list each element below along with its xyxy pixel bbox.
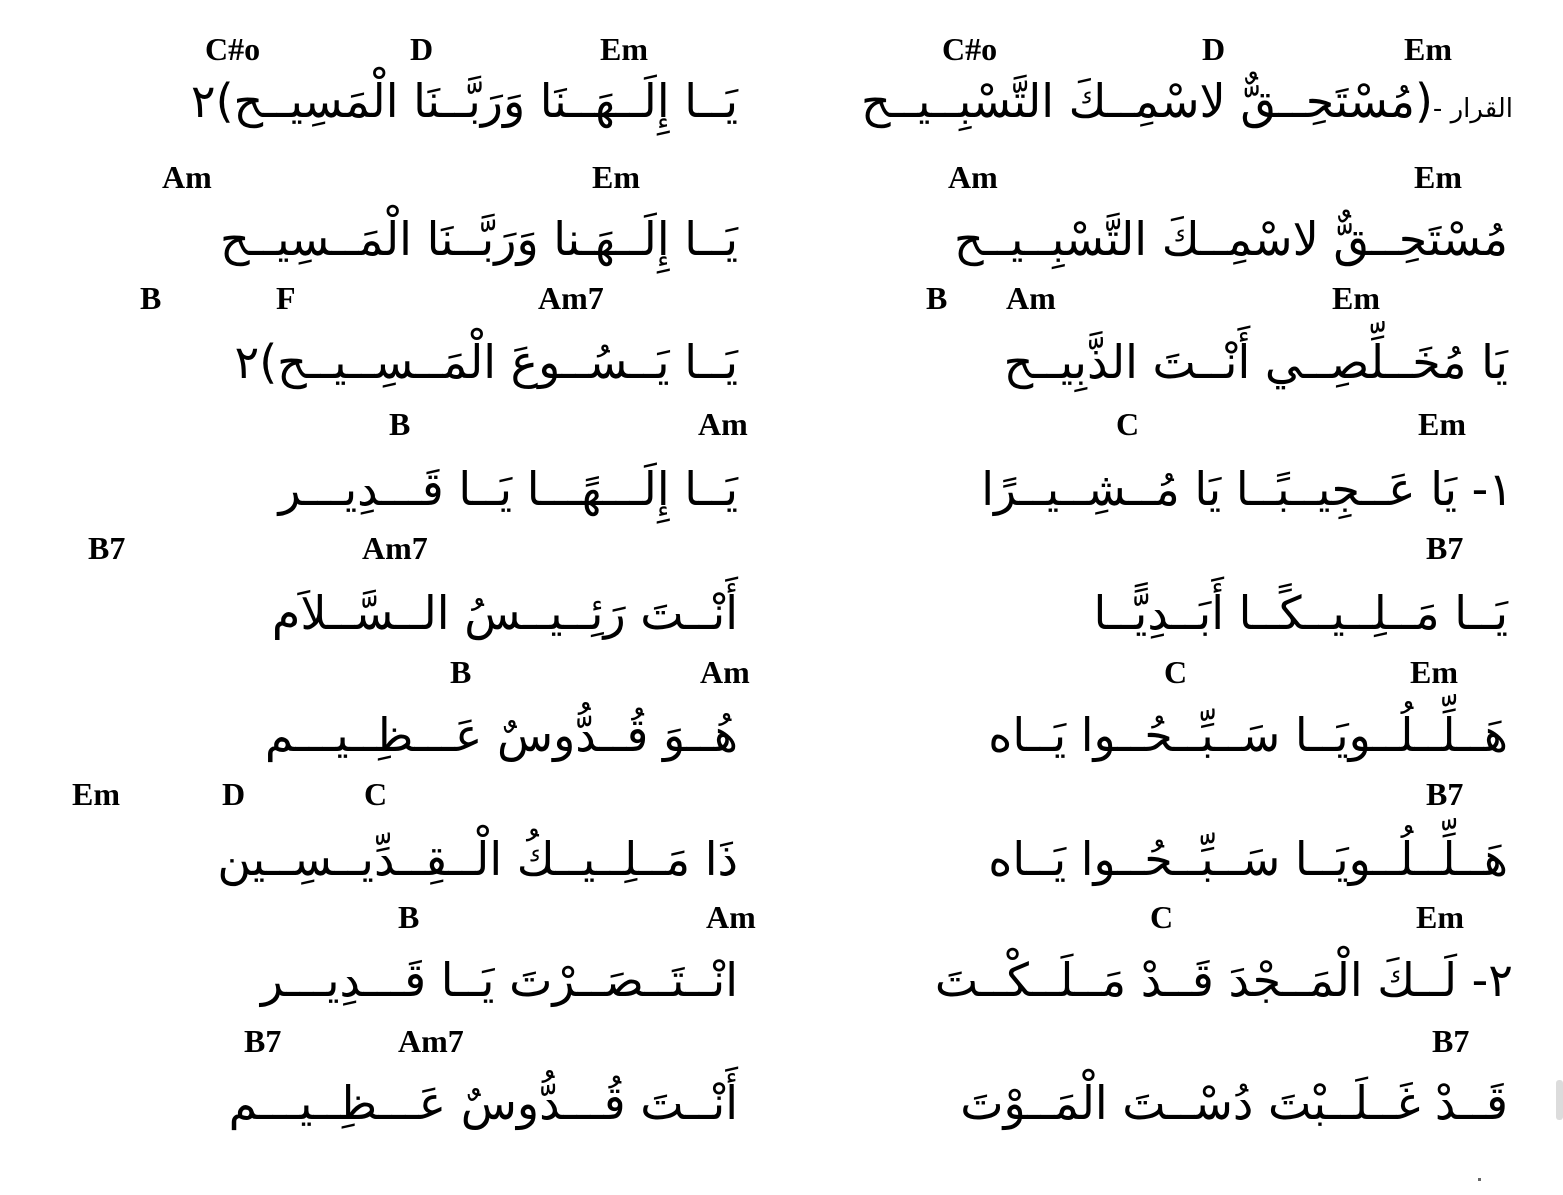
lyric-line: انْــتَــصَــرْتَ يَــا قَـــدِيـــر <box>260 953 738 1007</box>
lyric-line: مُسْتَحِــقٌّ لاسْمِــكَ التَّسْبِــيــح <box>954 212 1508 266</box>
chord-label: Em <box>1332 280 1380 316</box>
lyric-line: يَــا مَــلِــيــكًــا أَبَــدِيًّــا <box>1093 586 1508 640</box>
chord-label: Am7 <box>362 530 428 566</box>
chord-label: Am7 <box>398 1023 464 1059</box>
chord-label: B <box>140 280 162 316</box>
lyric-line: يَــا إِلَــهَــنَا وَرَبَّــنَا الْمَسِيــح)٢ <box>190 74 738 128</box>
page-edge-mark <box>1556 1080 1563 1120</box>
chord-label: B <box>389 406 411 442</box>
chord-label: Am <box>706 899 756 935</box>
chord-label: F <box>276 280 296 316</box>
lyric-line: قَــدْ غَــلَــبْتَ دُسْــتَ الْمَــوْتَ <box>960 1076 1508 1130</box>
chord-label: Em <box>1416 899 1464 935</box>
chord-label: C#o <box>942 31 998 67</box>
chord-label: C <box>1116 406 1140 442</box>
chord-label: D <box>222 776 246 812</box>
chord-label: C#o <box>205 31 261 67</box>
chord-label: Em <box>600 31 648 67</box>
chord-label: D <box>410 31 434 67</box>
chord-label: Em <box>1414 159 1462 195</box>
stray-dot <box>1478 1178 1481 1181</box>
lyric-text: (مُسْتَحِــقٌّ لاسْمِــكَ التَّسْبِــيــح <box>860 74 1433 128</box>
lyric-line: أَنْــتَ قُـــدُّوسٌ عَـــظِــيـــم <box>228 1076 738 1130</box>
chord-label: Em <box>1418 406 1466 442</box>
chord-label: B <box>450 654 472 690</box>
chord-label: Am <box>698 406 748 442</box>
lyric-line: يَــا إِلَــهَـنا وَرَبَّــنَا الْمَــسِيــح <box>220 212 738 266</box>
chord-label: Am <box>700 654 750 690</box>
lyric-line: أَنْــتَ رَئِــيــسُ الــسَّــلاَم <box>271 586 738 640</box>
chord-label: B7 <box>1432 1023 1470 1059</box>
chord-label: Em <box>1404 31 1452 67</box>
chord-label: B <box>926 280 948 316</box>
chord-label: Em <box>72 776 120 812</box>
chord-label: Am <box>1006 280 1056 316</box>
lyric-line: ١- يَا عَــجِيــبًــا يَا مُــشِــيــرًا <box>981 462 1513 516</box>
chord-label: C <box>1164 654 1188 690</box>
lyric-line: يَــا يَــسُــوعَ الْمَــسِــيــح)٢ <box>234 335 738 389</box>
chord-label: C <box>364 776 388 812</box>
chord-label: D <box>1202 31 1226 67</box>
lyric-line: هُــوَ قُــدُّوسٌ عَـــظِــيـــم <box>264 708 738 762</box>
lyric-line: هَــلِّــلُــويَــا سَــبِّــحُــوا يَــاه <box>988 708 1508 762</box>
chord-label: Am <box>162 159 212 195</box>
chord-label: B7 <box>88 530 126 566</box>
lyric-line: ذَا مَــلِــيــكُ الْــقِــدِّيــسِــين <box>217 832 738 886</box>
chord-label: Em <box>592 159 640 195</box>
lyric-line <box>813 74 1513 128</box>
lyric-line: ٢- لَــكَ الْمَــجْدَ قَــدْ مَــلَــكْــتَ <box>934 953 1513 1007</box>
chord-label: B7 <box>244 1023 282 1059</box>
chord-label: B7 <box>1426 530 1464 566</box>
chord-label: Em <box>1410 654 1458 690</box>
lyric-line: يَا مُخَــلِّصِــي أَنْــتَ الذَّبِيــح <box>1003 335 1508 389</box>
lyric-line: هَــلِّــلُــويَــا سَــبِّــحُــوا يَــاه <box>988 832 1508 886</box>
chord-label: Am <box>948 159 998 195</box>
chord-label: B7 <box>1426 776 1464 812</box>
lyric-line: يَــا إِلَـــهًـــا يَــا قَـــدِيـــر <box>278 462 738 516</box>
chord-label: C <box>1150 899 1174 935</box>
chorus-label: القرار - <box>1432 94 1513 124</box>
chord-label: Am7 <box>538 280 604 316</box>
chord-label: B <box>398 899 420 935</box>
